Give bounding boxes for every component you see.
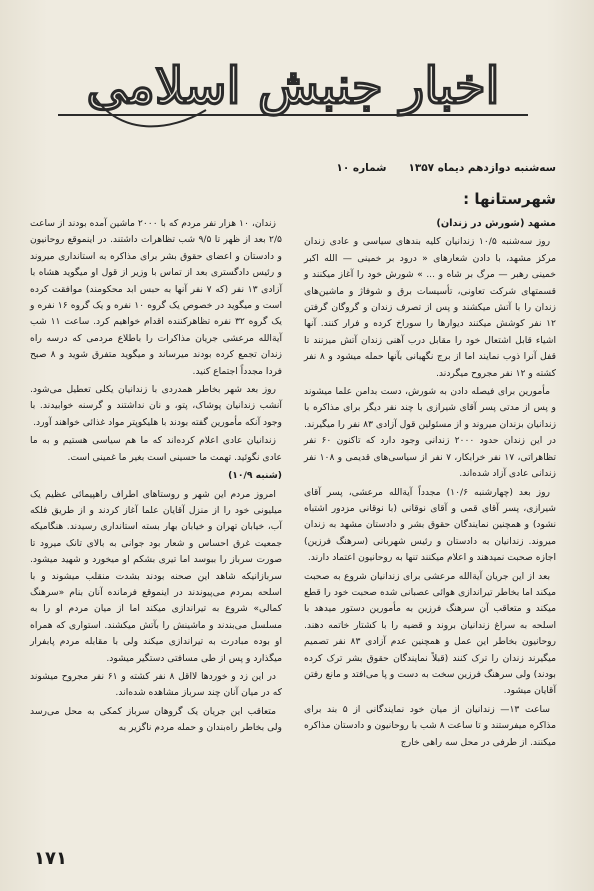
issue-date: سه‌شنبه دوازدهم دیماه ۱۳۵۷ (408, 162, 556, 174)
masthead (30, 18, 556, 126)
section-title: شهرستانها : (463, 190, 556, 208)
article-columns (30, 216, 556, 753)
paragraph: در این زد و خوردها لااقل ۸ نفر کشته و ۶۱ نفر مجروح میشوند که در میان آنان چند سرباز مشاهده شده‌اند. (30, 670, 282, 699)
issue-bar (30, 162, 556, 174)
paragraph: مأمورین برای فیصله دادن به شورش، دست بدامن علما میشوند و پس از مدتی پسر آقای شیرازی با چند نفر دیگر برای مذاکره با زندانیان بزندان میروند و از مسئولین قول آزادی ۸۳ نفر را میگیرند. در این زندان حدود ۲۰۰۰ زندانی وجود دارد که تاکنون ۶۰ نفر تظاهراتی، ۱۷ نفر خرابکار، ۷ نفر از سیاسی‌های قدیمی و ۱۰۸ نفر زندانی عادی آزاد شده‌اند. (304, 386, 557, 480)
paragraph: روز بعد شهر بخاطر همدردی با زندانیان یکلی تعطیل می‌شود. آنشب زندانیان پوشاک، پتو، و نان نداشتند و گرسنه خوابیدند. با وجود آنکه مأمورین گفته بودند با هلیکوپتر مواد غذائی خواهند آورد. (30, 384, 282, 428)
paragraph: متعاقب این جریان یک گروهان سرباز کمکی به محل می‌رسد ولی بخاطر راه‌بندان و حمله مردم ناگزیر به (30, 705, 282, 734)
paragraph: روز سه‌شنبه ۱۰/۵ زندانیان کلیه بندهای سیاسی و عادی زندان مرکز مشهد، با دادن شعارهای « درود بر خمینی — الله اکبر خمینی رهبر — مرگ بر شاه و ... » شورش خود را آغاز میکنند و قسمتهای شرکت تعاونی، تأسیسات برق و شوفاژ و ماشین‌های زندان را با آتش میکشند و پس از تصرف زندان و گروگان گرفتن ۱۲ نفر کوشش میکنند دیوارها را سوراخ کرده و فرار کنند. آنها اشیاء قابل اشتعال خود را مقابل درب آهنی زندان آتش میزنند تا قفل آنرا ذوب نمایند اما از برج نگهبانی بآنها حمله میشود و ۸ نفر کشته و ۱۲ نفر مجروح میگردند. (304, 236, 556, 379)
right-column (304, 216, 556, 753)
page-number: ۱۷۱ (34, 848, 67, 869)
dateline: (شنبه ۱۰/۹) (228, 470, 282, 482)
paragraph: زندان، ۱۰ هزار نفر مردم که با ۲۰۰۰ ماشین آمده بودند از ساعت ۲/۵ بعد از ظهر تا ۹/۵ شب تظاهرات داشتند. در اینموقع روحانیون و دادستان و اعضای حقوق بشر برای مذاکره به استانداری میروند و رئیس دادگستری بعد از تماس با وزیر از قول او میگوید هشاه با آزادی ۱۳ نفر (که ۷ نفر آنها به حبس ابد محکومند) موافقت کرده است و میگوید در خصوص یک گروه ۱۰ نفره و یک گروه ۱۶ نفره و یک گروه ۳۲ نفره تظاهرکننده اقدام خواهیم کرد. ساعت ۱۱ شب آیةالله مرعشی جریان مذاکرات را باطلاع مردمی که درسه راه زندان تجمع کرده بودند میرساند و میگوید متفرق شوید و ۸ صبح فردا مجدداً اجتماع کنید. (30, 218, 283, 377)
paragraph: روز بعد (چهارشنبه ۱۰/۶) مجدداً آیةالله مرعشی، پسر آقای شیرازی، پسر آقای قمی و آقای نوقانی (با نوقانی مزدور اشتباه نشود) و همچنین نمایندگان حقوق بشر و دادستان مشهد به زندان میروند. زندانیان به دادستان و رئیس شهربانی (سرهنگ فرزین) اجازه صحبت نمیدهند و اعلام میکنند تنها به روحانیون اعتماد دارند. (304, 486, 556, 564)
paragraph: زندانیان عادی اعلام کرده‌اند که ما هم سیاسی هستیم و به ما عادی نگوئید. تهمت ما حسینی است بغیر ما غمینی است. (30, 435, 282, 463)
left-column (30, 216, 282, 753)
masthead-rule (58, 114, 528, 116)
paragraph: بعد از این جریان آیةالله مرعشی برای زندانیان شروع به صحبت میکند اما بخاطر تیراندازی هوائی عصبانی شده صحبت خود را قطع میکند و متعاقب آن سرهنگ فرزین به مأمورین دستور میدهد با اسلحه به سراغ زندانیان بروند و قضیه را با کشتار خاتمه دهند. روحانیون بخاطر این عمل و همچنین عدم آزادی ۸۳ نفر تصمیم میگیرند زندان را ترک کنند (قبلاً نمایندگان حقوق بشر ترک کرده بودند) ولی سرهنگ فرزین سخت به دست و پا می‌افتد و مانع رفتن آقایان میشود. (304, 570, 556, 697)
article-heading: مشهد (شورش در زندان) (436, 218, 556, 229)
paragraph: ساعت ۱۳— زندانیان از میان خود نمایندگانی از ۵ بند برای مذاکره میفرستند و تا ساعت ۸ شب با روحانیون و دادستان مذاکره میکنند. از طرفی در محل سه راهی خارج (304, 703, 556, 748)
paragraph: امروز مردم این شهر و روستاهای اطراف راهپیمائی عظیم یک میلیونی خود را از منزل آقایان علما آغاز کردند و از طریق فلکه آب، خیابان تهران و خیابان بهار بسته استانداری رسیدند. هنگامیکه جمعیت غرق احساس و شعار بود جوانی به بالای تانک میرود تا صورت سرباز را ببوسد اما تیری بشکم او میخورد و شهید میشود. سربازانیکه شاهد این صحنه بودند بشدت منقلب میشوند و با اسلحه بمردم می‌پیوندند در اینموقع فرمانده آنان بنام «سرهنگ کمالی» شروع به تیراندازی میکند اما از میان مردم او را به مسلسل می‌بندند و ماشینش را بآتش میکشند. استواری که همراه او بوده مبادرت به تیراندازی میکند ولی با مقابله مردم پابفرار میگذارد و پس از طی مسافتی دستگیر میشود. (30, 488, 282, 664)
issue-number: شماره ۱۰ (336, 162, 387, 174)
masthead-title: اخبار جنبش اسلامی (86, 56, 500, 115)
